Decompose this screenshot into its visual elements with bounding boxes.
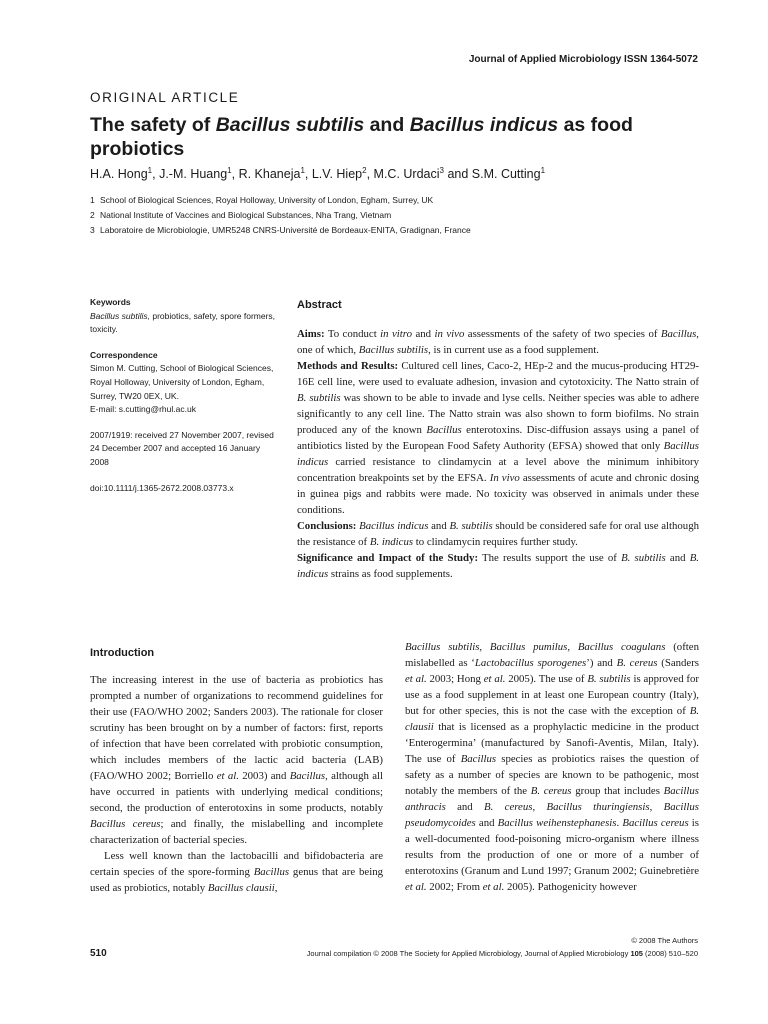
italic-run: et al. <box>405 673 427 685</box>
text-run: . <box>616 817 623 829</box>
italic-run: Bacillus <box>426 424 462 436</box>
text-run: Less well known than the lactobacilli and bifidobacteria are certain species of the spore-forming <box>90 850 383 878</box>
abstract-methods <box>297 358 699 518</box>
article-sidebar <box>90 296 280 507</box>
italic-run: B. indicus <box>297 552 699 580</box>
text-run: is approved for use as a food supplement in at least one European country (Italy), but for other species, this is not the case with the exception of <box>405 673 700 717</box>
affiliation-item <box>90 208 471 223</box>
article-doi[interactable]: doi:10.1111/j.1365-2672.2008.03773.x <box>90 482 234 493</box>
italic-run: B. cereus <box>484 801 533 813</box>
footer-compilation-text: Journal compilation © 2008 The Society for Applied Microbiology, Journal of Applied Microbiology <box>306 949 631 958</box>
author-affiliation-marker: 1 <box>227 166 232 175</box>
author-list: H.A. Hong$^1$, J.-M. Huang$^1$, R. Khaneja$^1$, L.V. Hiep$^2$, M.C. Urdaci$^3$ and S.M. Cutting$^1$ <box>90 166 546 182</box>
italic-run: Bacillus subtilis <box>358 344 429 356</box>
affiliation-number: 1 <box>90 195 95 205</box>
text-run: to clindamycin requires further study. <box>413 536 578 548</box>
abstract-aims <box>297 326 699 358</box>
text-run: , <box>274 882 278 894</box>
introduction-paragraph <box>90 672 383 848</box>
italic-run: et al. <box>482 881 505 893</box>
introduction-heading: Introduction <box>90 647 155 659</box>
italic-run: B. subtilis <box>297 392 341 404</box>
author-affiliation-marker: 1 <box>147 166 153 175</box>
affiliation-number: 2 <box>90 210 95 220</box>
author-name: R. Khaneja <box>238 167 301 182</box>
aims-text <box>297 328 699 356</box>
text-run: , although all have occurred in patients with underlying medical conditions; second, the production of enterotoxins in some products, notably <box>90 770 383 814</box>
author-name: J.-M. Huang <box>159 167 228 182</box>
journal-header: Journal of Applied Microbiology ISSN 1364-5072 <box>468 54 698 65</box>
author-affiliation-marker: 1 <box>300 166 305 175</box>
text-run: The increasing interest in the use of bacteria as probiotics has prompted a number of organizations to recommend guidelines for their use (FAO/WHO 2002; Sanders 2003). The rationale for closer scrutiny has been brought on by a number of factors: first, reports of infection that have been correlated with probiotic consumption, which includes members of the lactic acid bacteria (LAB) (FAO/WHO 2002; Borriello <box>90 674 383 782</box>
text-run: and <box>428 520 450 532</box>
italic-run: B. cereus <box>616 657 658 669</box>
text-run: species as probiotics raises the question of safety as a number of species are known to be pathogenic, most notably the members of the <box>405 753 699 797</box>
affiliation-text: National Institute of Vaccines and Biological Substances, Nha Trang, Vietnam <box>100 210 392 220</box>
italic-run: B. subtilis <box>621 552 666 564</box>
dates-section <box>90 429 280 470</box>
correspondence-section <box>90 349 280 417</box>
keywords-heading: Keywords <box>90 297 131 307</box>
italic-run: Bacillus <box>253 866 290 878</box>
methods-label: Methods and Results: <box>297 360 399 372</box>
keywords-section <box>90 296 280 337</box>
keywords-rest: probiotics, safety, spore formers, toxicity. <box>90 310 276 335</box>
correspondence-heading: Correspondence <box>90 349 158 360</box>
text-run: and <box>412 328 435 340</box>
text-run: group that includes <box>571 785 664 797</box>
text-run: is a well-documented food-poisoning micro-organism where illness results from the production of one or more of a number of enterotoxins (Granum and Lund 1997; Granum 2002; Guinebretière <box>405 817 699 877</box>
article-type: ORIGINAL ARTICLE <box>90 90 240 105</box>
doi-section <box>90 482 280 496</box>
text-run: , <box>532 801 547 813</box>
italic-run: et al. <box>405 881 427 893</box>
footer-pages: (2008) 510–520 <box>642 949 698 958</box>
title-part: The safety of <box>90 114 216 136</box>
title-part: as food probiotics <box>90 114 633 160</box>
text-run: should be considered safe for oral use although the resistance of <box>297 520 699 548</box>
author-name: H.A. Hong <box>90 167 148 182</box>
correspondence-email[interactable]: E-mail: s.cutting@rhul.ac.uk <box>90 404 196 415</box>
italic-run: B. cereus <box>530 785 572 797</box>
affiliation-list <box>90 193 471 238</box>
italic-run: B. clausii <box>405 705 699 733</box>
conclusions-label: Conclusions: <box>297 520 357 532</box>
italic-run: B. subtilis <box>449 520 493 532</box>
italic-run: in vitro <box>380 328 413 340</box>
text-run: and <box>665 552 690 564</box>
italic-run: Bacillus <box>289 770 326 782</box>
italic-run: Bacillus clausii <box>207 882 275 894</box>
abstract-heading: Abstract <box>297 299 342 311</box>
text-run: 2005). The use of <box>505 673 588 685</box>
italic-run: In vivo <box>489 472 520 484</box>
italic-run: et al. <box>216 770 239 782</box>
text-run: strains as food supplements. <box>328 568 453 580</box>
text-run: was shown to be able to invade and lyse cells. Neither species was able to adhere significantly to any cell line. The Natto strain was also shown to form biofilms. No strain produced any of the known <box>297 392 699 436</box>
text-run: and <box>445 801 485 813</box>
affiliation-text: School of Biological Sciences, Royal Holloway, University of London, Egham, Surrey, UK <box>100 195 434 205</box>
text-run: (Sanders <box>657 657 700 669</box>
italic-run: in vivo <box>434 328 465 340</box>
keywords-text <box>90 310 280 337</box>
italic-run: Bacillus <box>460 753 497 765</box>
affiliation-item <box>90 193 471 208</box>
correspondence-address: Simon M. Cutting, School of Biological Sciences, Royal Holloway, University of London, Egham, Surrey, TW20 0EX, UK. <box>90 363 274 401</box>
italic-run: Bacillus anthracis <box>405 785 699 813</box>
italic-run: Lactobacillus sporogenes <box>474 657 587 669</box>
text-run: and <box>475 817 498 829</box>
author-affiliation-marker: 1 <box>540 166 546 175</box>
author-name: M.C. Urdaci <box>373 167 440 182</box>
italic-run: et al. <box>483 673 506 685</box>
affiliation-item <box>90 223 471 238</box>
footer-volume: 105 <box>630 949 643 958</box>
significance-label: Significance and Impact of the Study: <box>297 552 479 564</box>
introduction-right-column <box>405 639 699 895</box>
text-run: , <box>567 641 578 653</box>
text-run: , is in current use as a food supplement. <box>428 344 599 356</box>
italic-run: Bacillus subtilis <box>405 641 480 653</box>
author-name: S.M. Cutting <box>471 167 541 182</box>
text-run: assessments of acute and chronic dosing in guinea pigs and rabbits were made. No toxicity was observed in animals under these conditions. <box>297 472 699 516</box>
footer-copyright: © 2008 The Authors <box>631 936 698 945</box>
abstract-section <box>297 297 699 582</box>
article-title <box>90 113 690 161</box>
affiliation-text: Laboratoire de Microbiologie, UMR5248 CNRS-Université de Bordeaux-ENITA, Gradignan, France <box>100 225 471 235</box>
introduction-paragraph <box>90 848 383 896</box>
italic-run: Bacillus weihenstephanesis <box>497 817 617 829</box>
text-run: 2003; Hong <box>426 673 484 685</box>
title-part: and <box>364 114 410 136</box>
text-run: 2002; From <box>426 881 483 893</box>
methods-text <box>297 360 699 516</box>
abstract-conclusions <box>297 518 699 550</box>
italic-run: Bacillus pseudomycoides <box>405 801 699 829</box>
text-run: that is licensed as a prophylactic medicine in the product ‘Enterogermina’ (manufactured by Sanofi-Aventis, Milan, Italy). The use of <box>405 721 699 765</box>
italic-run: Bacillus indicus <box>359 520 429 532</box>
text-run: , one of which, <box>297 328 699 356</box>
text-run: carried resistance to clindamycin at a level above the minimum inhibitory concentration breakpoints set by the EFSA. <box>297 456 699 484</box>
text-run: 2003) and <box>238 770 290 782</box>
introduction-left-column <box>90 645 383 896</box>
introduction-paragraph <box>405 639 699 895</box>
text-run: To conduct <box>324 328 381 340</box>
abstract-significance <box>297 550 699 582</box>
text-run: genus that are being used as probiotics, notably <box>90 866 383 894</box>
italic-run: Bacillus thuringiensis <box>546 801 650 813</box>
title-part-species: Bacillus subtilis <box>215 114 365 136</box>
article-dates: 2007/1919: received 27 November 2007, revised 24 December 2007 and accepted 16 January 2008 <box>90 429 274 467</box>
text-run: , <box>479 641 490 653</box>
text-run: ; and finally, the mislabelling and incomplete characterization of bacterial species. <box>90 818 384 846</box>
italic-run: Bacillus coagulans <box>577 641 666 653</box>
text-run: The results support the use of <box>478 552 622 564</box>
text-run: 2005). Pathogenicity however <box>504 881 637 893</box>
text-run: ’) and <box>586 657 617 669</box>
italic-run: B. subtilis <box>587 673 631 685</box>
text-run: assessments of the safety of two species of <box>464 328 661 340</box>
author-affiliation-marker: 2 <box>362 166 367 175</box>
text-run: Cultured cell lines, Caco-2, HEp-2 and the mucus-producing HT29-16E cell line, were used to evaluate adhesion, invasion and cytotoxicity. The Natto strain of <box>297 360 699 388</box>
text-run: (often mislabelled as ‘ <box>405 641 699 669</box>
keywords-italic: Bacillus subtilis, <box>90 310 150 321</box>
affiliation-number: 3 <box>90 225 95 235</box>
italic-run: Bacillus <box>660 328 697 340</box>
page-number: 510 <box>90 948 107 959</box>
aims-label: Aims: <box>297 328 325 340</box>
footer-journal-compilation <box>307 949 698 958</box>
italic-run: Bacillus cereus <box>622 817 689 829</box>
italic-run: Bacillus cereus <box>90 818 161 830</box>
text-run: enterotoxins. Disc-diffusion assays using a panel of antibiotics listed by the European Food Safety Authority (EFSA) showed that only <box>297 424 700 452</box>
italic-run: B. indicus <box>369 536 414 548</box>
conclusions-text <box>297 520 699 548</box>
author-affiliation-marker: 3 <box>439 166 444 175</box>
italic-run: Bacillus indicus <box>297 440 699 468</box>
title-part-species: Bacillus indicus <box>409 114 559 136</box>
italic-run: Bacillus pumilus <box>489 641 568 653</box>
text-run: , <box>649 801 664 813</box>
author-name: L.V. Hiep <box>311 167 363 182</box>
